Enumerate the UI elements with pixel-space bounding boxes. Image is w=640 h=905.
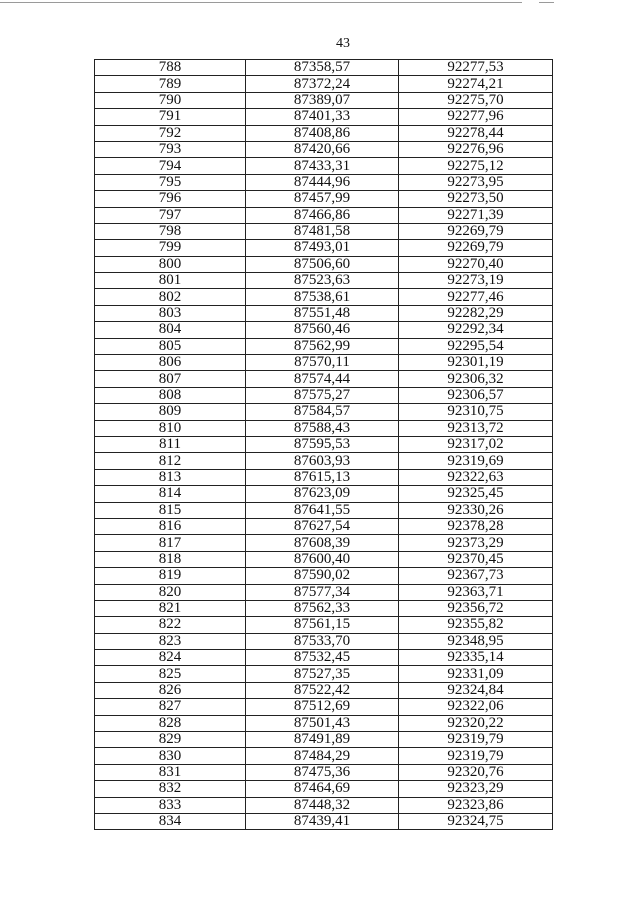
point-number-cell: 799 (95, 240, 246, 256)
table-row (95, 92, 553, 108)
table-row (95, 699, 553, 715)
point-number-cell: 801 (95, 273, 246, 289)
point-number-cell: 826 (95, 682, 246, 698)
table-row (95, 584, 553, 600)
x-coordinate-cell: 87408,86 (246, 125, 399, 141)
x-coordinate-cell: 87562,33 (246, 600, 399, 616)
point-number-cell: 814 (95, 486, 246, 502)
point-number-cell: 820 (95, 584, 246, 600)
point-number-cell: 795 (95, 174, 246, 190)
x-coordinate-cell: 87588,43 (246, 420, 399, 436)
y-coordinate-cell: 92322,63 (399, 469, 553, 485)
x-coordinate-cell: 87584,57 (246, 404, 399, 420)
point-number-cell: 815 (95, 502, 246, 518)
y-coordinate-cell: 92306,32 (399, 371, 553, 387)
point-number-cell: 832 (95, 781, 246, 797)
point-number-cell: 819 (95, 568, 246, 584)
table-row (95, 633, 553, 649)
page-number: 43 (336, 36, 350, 51)
x-coordinate-cell: 87464,69 (246, 781, 399, 797)
point-number-cell: 790 (95, 92, 246, 108)
x-coordinate-cell: 87641,55 (246, 502, 399, 518)
x-coordinate-cell: 87562,99 (246, 338, 399, 354)
point-number-cell: 817 (95, 535, 246, 551)
point-number-cell: 800 (95, 256, 246, 272)
table-row (95, 240, 553, 256)
y-coordinate-cell: 92323,29 (399, 781, 553, 797)
point-number-cell: 805 (95, 338, 246, 354)
x-coordinate-cell: 87481,58 (246, 223, 399, 239)
table-row (95, 666, 553, 682)
y-coordinate-cell: 92320,76 (399, 764, 553, 780)
point-number-cell: 808 (95, 387, 246, 403)
x-coordinate-cell: 87522,42 (246, 682, 399, 698)
point-number-cell: 822 (95, 617, 246, 633)
table-row (95, 682, 553, 698)
point-number-cell: 811 (95, 436, 246, 452)
point-number-cell: 827 (95, 699, 246, 715)
x-coordinate-cell: 87575,27 (246, 387, 399, 403)
table-row (95, 125, 553, 141)
x-coordinate-cell: 87603,93 (246, 453, 399, 469)
x-coordinate-cell: 87358,57 (246, 60, 399, 76)
y-coordinate-cell: 92275,70 (399, 92, 553, 108)
x-coordinate-cell: 87590,02 (246, 568, 399, 584)
table-row (95, 568, 553, 584)
x-coordinate-cell: 87439,41 (246, 813, 399, 829)
y-coordinate-cell: 92301,19 (399, 355, 553, 371)
y-coordinate-cell: 92269,79 (399, 240, 553, 256)
point-number-cell: 830 (95, 748, 246, 764)
y-coordinate-cell: 92292,34 (399, 322, 553, 338)
x-coordinate-cell: 87444,96 (246, 174, 399, 190)
table-row (95, 207, 553, 223)
y-coordinate-cell: 92322,06 (399, 699, 553, 715)
y-coordinate-cell: 92324,84 (399, 682, 553, 698)
y-coordinate-cell: 92324,75 (399, 813, 553, 829)
point-number-cell: 807 (95, 371, 246, 387)
x-coordinate-cell: 87595,53 (246, 436, 399, 452)
y-coordinate-cell: 92356,72 (399, 600, 553, 616)
point-number-cell: 821 (95, 600, 246, 616)
x-coordinate-cell: 87491,89 (246, 732, 399, 748)
y-coordinate-cell: 92273,19 (399, 273, 553, 289)
table-row (95, 600, 553, 616)
x-coordinate-cell: 87512,69 (246, 699, 399, 715)
point-number-cell: 833 (95, 797, 246, 813)
table-row (95, 715, 553, 731)
x-coordinate-cell: 87372,24 (246, 76, 399, 92)
y-coordinate-cell: 92370,45 (399, 551, 553, 567)
table-row (95, 486, 553, 502)
top-border-line (0, 2, 522, 3)
y-coordinate-cell: 92273,95 (399, 174, 553, 190)
table-row (95, 158, 553, 174)
x-coordinate-cell: 87627,54 (246, 518, 399, 534)
x-coordinate-cell: 87523,63 (246, 273, 399, 289)
y-coordinate-cell: 92276,96 (399, 141, 553, 157)
y-coordinate-cell: 92367,73 (399, 568, 553, 584)
point-number-cell: 834 (95, 813, 246, 829)
top-border-line-segment (539, 2, 554, 3)
point-number-cell: 794 (95, 158, 246, 174)
point-number-cell: 816 (95, 518, 246, 534)
table-row (95, 174, 553, 190)
y-coordinate-cell: 92317,02 (399, 436, 553, 452)
point-number-cell: 796 (95, 191, 246, 207)
y-coordinate-cell: 92274,21 (399, 76, 553, 92)
y-coordinate-cell: 92282,29 (399, 305, 553, 321)
x-coordinate-cell: 87433,31 (246, 158, 399, 174)
table-row (95, 518, 553, 534)
y-coordinate-cell: 92270,40 (399, 256, 553, 272)
x-coordinate-cell: 87466,86 (246, 207, 399, 223)
point-number-cell: 797 (95, 207, 246, 223)
table-row (95, 748, 553, 764)
point-number-cell: 818 (95, 551, 246, 567)
y-coordinate-cell: 92323,86 (399, 797, 553, 813)
point-number-cell: 813 (95, 469, 246, 485)
x-coordinate-cell: 87600,40 (246, 551, 399, 567)
y-coordinate-cell: 92325,45 (399, 486, 553, 502)
x-coordinate-cell: 87570,11 (246, 355, 399, 371)
table-row (95, 191, 553, 207)
table-row (95, 289, 553, 305)
table-row (95, 76, 553, 92)
x-coordinate-cell: 87401,33 (246, 109, 399, 125)
table-row (95, 650, 553, 666)
x-coordinate-cell: 87484,29 (246, 748, 399, 764)
x-coordinate-cell: 87615,13 (246, 469, 399, 485)
x-coordinate-cell: 87389,07 (246, 92, 399, 108)
table-row (95, 141, 553, 157)
point-number-cell: 789 (95, 76, 246, 92)
y-coordinate-cell: 92269,79 (399, 223, 553, 239)
y-coordinate-cell: 92310,75 (399, 404, 553, 420)
point-number-cell: 803 (95, 305, 246, 321)
point-number-cell: 788 (95, 60, 246, 76)
y-coordinate-cell: 92313,72 (399, 420, 553, 436)
y-coordinate-cell: 92335,14 (399, 650, 553, 666)
y-coordinate-cell: 92273,50 (399, 191, 553, 207)
table-row (95, 322, 553, 338)
table-row (95, 338, 553, 354)
point-number-cell: 812 (95, 453, 246, 469)
coordinates-table-body (95, 60, 553, 830)
x-coordinate-cell: 87533,70 (246, 633, 399, 649)
y-coordinate-cell: 92319,79 (399, 748, 553, 764)
y-coordinate-cell: 92277,96 (399, 109, 553, 125)
x-coordinate-cell: 87448,32 (246, 797, 399, 813)
table-row (95, 223, 553, 239)
y-coordinate-cell: 92348,95 (399, 633, 553, 649)
point-number-cell: 810 (95, 420, 246, 436)
y-coordinate-cell: 92378,28 (399, 518, 553, 534)
table-row (95, 60, 553, 76)
table-row (95, 617, 553, 633)
x-coordinate-cell: 87623,09 (246, 486, 399, 502)
point-number-cell: 792 (95, 125, 246, 141)
x-coordinate-cell: 87493,01 (246, 240, 399, 256)
table-row (95, 781, 553, 797)
point-number-cell: 806 (95, 355, 246, 371)
point-number-cell: 824 (95, 650, 246, 666)
y-coordinate-cell: 92277,53 (399, 60, 553, 76)
coordinates-table (94, 59, 553, 830)
table-row (95, 355, 553, 371)
y-coordinate-cell: 92295,54 (399, 338, 553, 354)
x-coordinate-cell: 87551,48 (246, 305, 399, 321)
point-number-cell: 802 (95, 289, 246, 305)
x-coordinate-cell: 87532,45 (246, 650, 399, 666)
y-coordinate-cell: 92306,57 (399, 387, 553, 403)
x-coordinate-cell: 87506,60 (246, 256, 399, 272)
point-number-cell: 791 (95, 109, 246, 125)
table-row (95, 502, 553, 518)
table-row (95, 813, 553, 829)
y-coordinate-cell: 92277,46 (399, 289, 553, 305)
table-row (95, 764, 553, 780)
point-number-cell: 793 (95, 141, 246, 157)
table-row (95, 109, 553, 125)
table-row (95, 535, 553, 551)
x-coordinate-cell: 87420,66 (246, 141, 399, 157)
y-coordinate-cell: 92319,79 (399, 732, 553, 748)
point-number-cell: 825 (95, 666, 246, 682)
y-coordinate-cell: 92363,71 (399, 584, 553, 600)
table-row (95, 371, 553, 387)
y-coordinate-cell: 92373,29 (399, 535, 553, 551)
table-row (95, 404, 553, 420)
table-row (95, 732, 553, 748)
point-number-cell: 809 (95, 404, 246, 420)
y-coordinate-cell: 92275,12 (399, 158, 553, 174)
y-coordinate-cell: 92319,69 (399, 453, 553, 469)
x-coordinate-cell: 87561,15 (246, 617, 399, 633)
point-number-cell: 798 (95, 223, 246, 239)
x-coordinate-cell: 87560,46 (246, 322, 399, 338)
point-number-cell: 804 (95, 322, 246, 338)
table-row (95, 256, 553, 272)
table-row (95, 436, 553, 452)
x-coordinate-cell: 87527,35 (246, 666, 399, 682)
table-row (95, 273, 553, 289)
x-coordinate-cell: 87475,36 (246, 764, 399, 780)
y-coordinate-cell: 92271,39 (399, 207, 553, 223)
point-number-cell: 823 (95, 633, 246, 649)
point-number-cell: 828 (95, 715, 246, 731)
table-row (95, 453, 553, 469)
table-row (95, 797, 553, 813)
y-coordinate-cell: 92330,26 (399, 502, 553, 518)
x-coordinate-cell: 87457,99 (246, 191, 399, 207)
y-coordinate-cell: 92278,44 (399, 125, 553, 141)
table-row (95, 551, 553, 567)
y-coordinate-cell: 92331,09 (399, 666, 553, 682)
x-coordinate-cell: 87608,39 (246, 535, 399, 551)
y-coordinate-cell: 92320,22 (399, 715, 553, 731)
table-row (95, 469, 553, 485)
x-coordinate-cell: 87538,61 (246, 289, 399, 305)
table-row (95, 305, 553, 321)
point-number-cell: 831 (95, 764, 246, 780)
x-coordinate-cell: 87501,43 (246, 715, 399, 731)
x-coordinate-cell: 87574,44 (246, 371, 399, 387)
table-row (95, 420, 553, 436)
y-coordinate-cell: 92355,82 (399, 617, 553, 633)
x-coordinate-cell: 87577,34 (246, 584, 399, 600)
table-row (95, 387, 553, 403)
point-number-cell: 829 (95, 732, 246, 748)
